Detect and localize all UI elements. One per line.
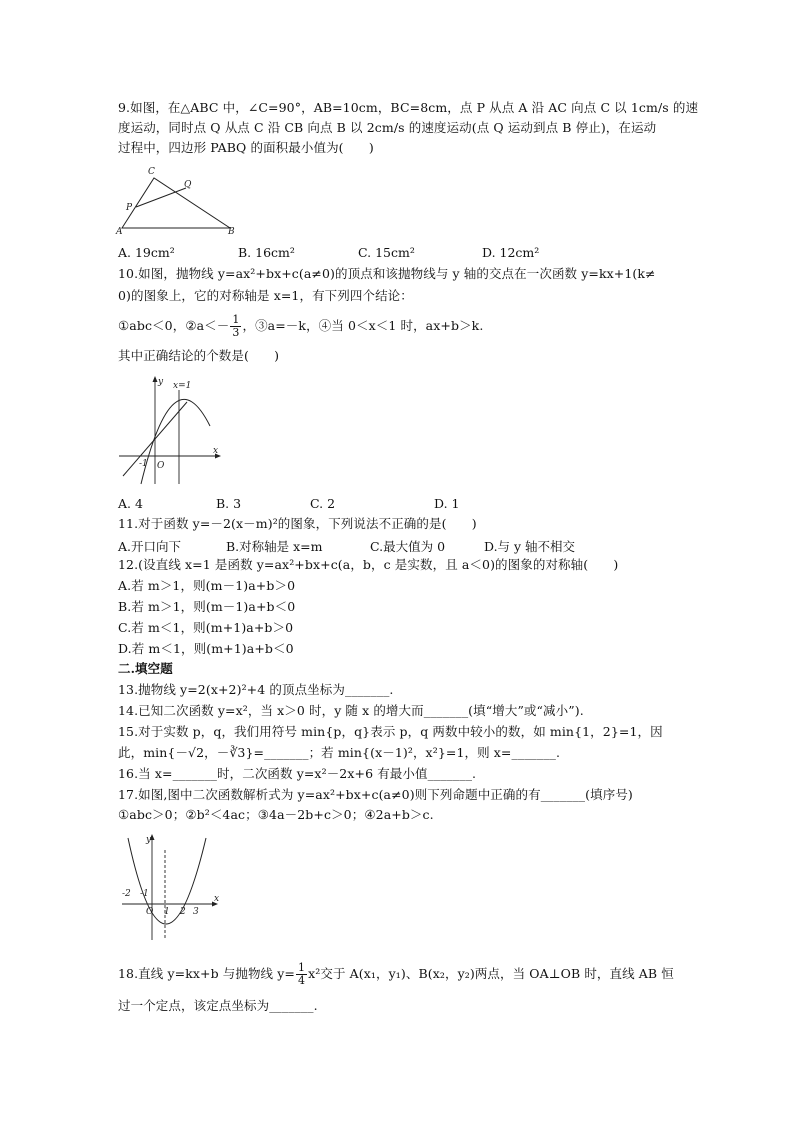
q12-line-1: 12.(设直线 x=1 是函数 y=ax²+bx+c(a，b，c 是实数，且 a＜0)的图象的对称轴( ): [118, 557, 619, 572]
q18-fraction-denominator: 4: [297, 974, 306, 987]
q18-line-1: [118, 962, 674, 987]
q10-label-neg1: -1: [139, 459, 148, 469]
q12-option-b: B.若 m＞1，则(m－1)a+b＜0: [118, 599, 296, 614]
q10-line-1: 10.如图，抛物线 y=ax²+bx+c(a≠0)的顶点和该抛物线与 y 轴的交点在一次函数 y=kx+1(k≠: [118, 266, 656, 281]
q17-label-1: 1: [164, 907, 170, 917]
q9-label-p: P: [126, 203, 133, 213]
q9-label-a: A: [116, 227, 123, 236]
q10-label-x: x: [213, 446, 219, 456]
q10-line-3: [118, 314, 483, 339]
q10-conclusions-part-b: ，③a=－k，④当 0＜x＜1 时，ax+b＞k.: [242, 318, 484, 333]
q18-line-2: 过一个定点，该定点坐标为_______.: [118, 998, 318, 1013]
q17-label-origin: O: [146, 907, 154, 917]
q10-conclusions-part-a: ①abc＜0，②a＜－: [118, 318, 230, 333]
q10-line-2: 0)的图象上，它的对称轴是 x=1，有下列四个结论：: [118, 288, 413, 303]
q14-line: 14.已知二次函数 y=x²，当 x＞0 时，y 随 x 的增大而_______(填“增大”或“减小”).: [118, 703, 584, 718]
q10-parabola-figure: [115, 372, 225, 487]
q17-line-1: 17.如图,图中二次函数解析式为 y=ax²+bx+c(a≠0)则下列命题中正确的有_______(填序号): [118, 787, 633, 802]
q9-label-b: B: [228, 227, 235, 236]
q17-label-minus2: -2: [122, 889, 131, 899]
q18-line-1-part-b: x²交于 A(x₁，y₁)、B(x₂，y₂)两点，当 OA⊥OB 时，直线 AB 恒: [308, 966, 674, 981]
q11-option-d: D.与 y 轴不相交: [484, 539, 576, 554]
q11-option-a: A.开口向下: [118, 539, 182, 554]
q17-label-minus1: -1: [140, 889, 149, 899]
q17-label-x: x: [214, 894, 220, 904]
q12-option-a: A.若 m＞1，则(m－1)a+b＞0: [118, 578, 296, 593]
q9-option-d: D. 12cm²: [482, 245, 540, 260]
q9-option-a: A. 19cm²: [118, 245, 175, 260]
q10-line-4: 其中正确结论的个数是( ): [118, 348, 280, 363]
q9-line-1: 9.如图，在△ABC 中，∠C=90°，AB=10cm，BC=8cm，点 P 从点 A 沿 AC 向点 C 以 1cm/s 的速: [118, 100, 699, 115]
q17-parabola-figure: [118, 830, 228, 942]
q18-fraction: [296, 962, 307, 987]
q17-label-y: y: [146, 835, 152, 845]
q9-option-c: C. 15cm²: [358, 245, 415, 260]
q10-label-y: y: [158, 377, 164, 387]
q13-line: 13.抛物线 y=2(x+2)²+4 的顶点坐标为_______.: [118, 682, 394, 697]
q11-line-1: 11.对于函数 y=－2(x－m)²的图象，下列说法不正确的是( ): [118, 516, 477, 531]
q9-label-q: Q: [184, 180, 192, 190]
q9-line-3: 过程中，四边形 PABQ 的面积最小值为( ): [118, 140, 374, 155]
q10-fraction-denominator: 3: [232, 326, 240, 339]
q10-option-d: D. 1: [434, 496, 460, 511]
q17-label-2: 2: [180, 907, 186, 917]
q17-line-2: ①abc＞0；②b²＜4ac；③4a－2b+c＞0；④2a+b＞c.: [118, 807, 434, 822]
q16-line: 16.当 x=_______时，二次函数 y=x²－2x+6 有最小值_______.: [118, 766, 477, 781]
q10-option-a: A. 4: [118, 496, 143, 511]
q18-line-1-part-a: 18.直线 y=kx+b 与抛物线 y=: [118, 966, 295, 981]
q9-line-2: 度运动，同时点 Q 从点 C 沿 CB 向点 B 以 2cm/s 的速度运动(点 Q 运动到点 B 停止)，在运动: [118, 120, 657, 135]
q10-fraction-numerator: 1: [232, 313, 240, 326]
q12-option-d: D.若 m＜1，则(m+1)a+b＜0: [118, 641, 294, 656]
q9-option-b: B. 16cm²: [238, 245, 295, 260]
q10-label-axis: x=1: [173, 381, 192, 391]
q12-option-c: C.若 m＜1，则(m+1)a+b＞0: [118, 620, 294, 635]
q15-line-2: 此，min{－√2，－∛3}=_______；若 min{(x－1)²，x²}=1，则 x=_______.: [118, 745, 561, 760]
q15-line-1: 15.对于实数 p，q，我们用符号 min{p，q}表示 p，q 两数中较小的数，如 min{1，2}=1，因: [118, 724, 663, 739]
q10-fraction: [230, 314, 241, 339]
q11-option-b: B.对称轴是 x=m: [226, 539, 323, 554]
q9-label-c: C: [148, 167, 155, 177]
q10-option-b: B. 3: [216, 496, 242, 511]
q18-fraction-numerator: 1: [297, 961, 306, 974]
q10-label-origin: O: [157, 461, 165, 471]
section-heading-fill-in: 二.填空题: [118, 661, 173, 676]
q10-option-c: C. 2: [310, 496, 336, 511]
q17-label-3: 3: [193, 907, 199, 917]
q11-option-c: C.最大值为 0: [370, 539, 446, 554]
q9-triangle-figure: [112, 160, 242, 236]
